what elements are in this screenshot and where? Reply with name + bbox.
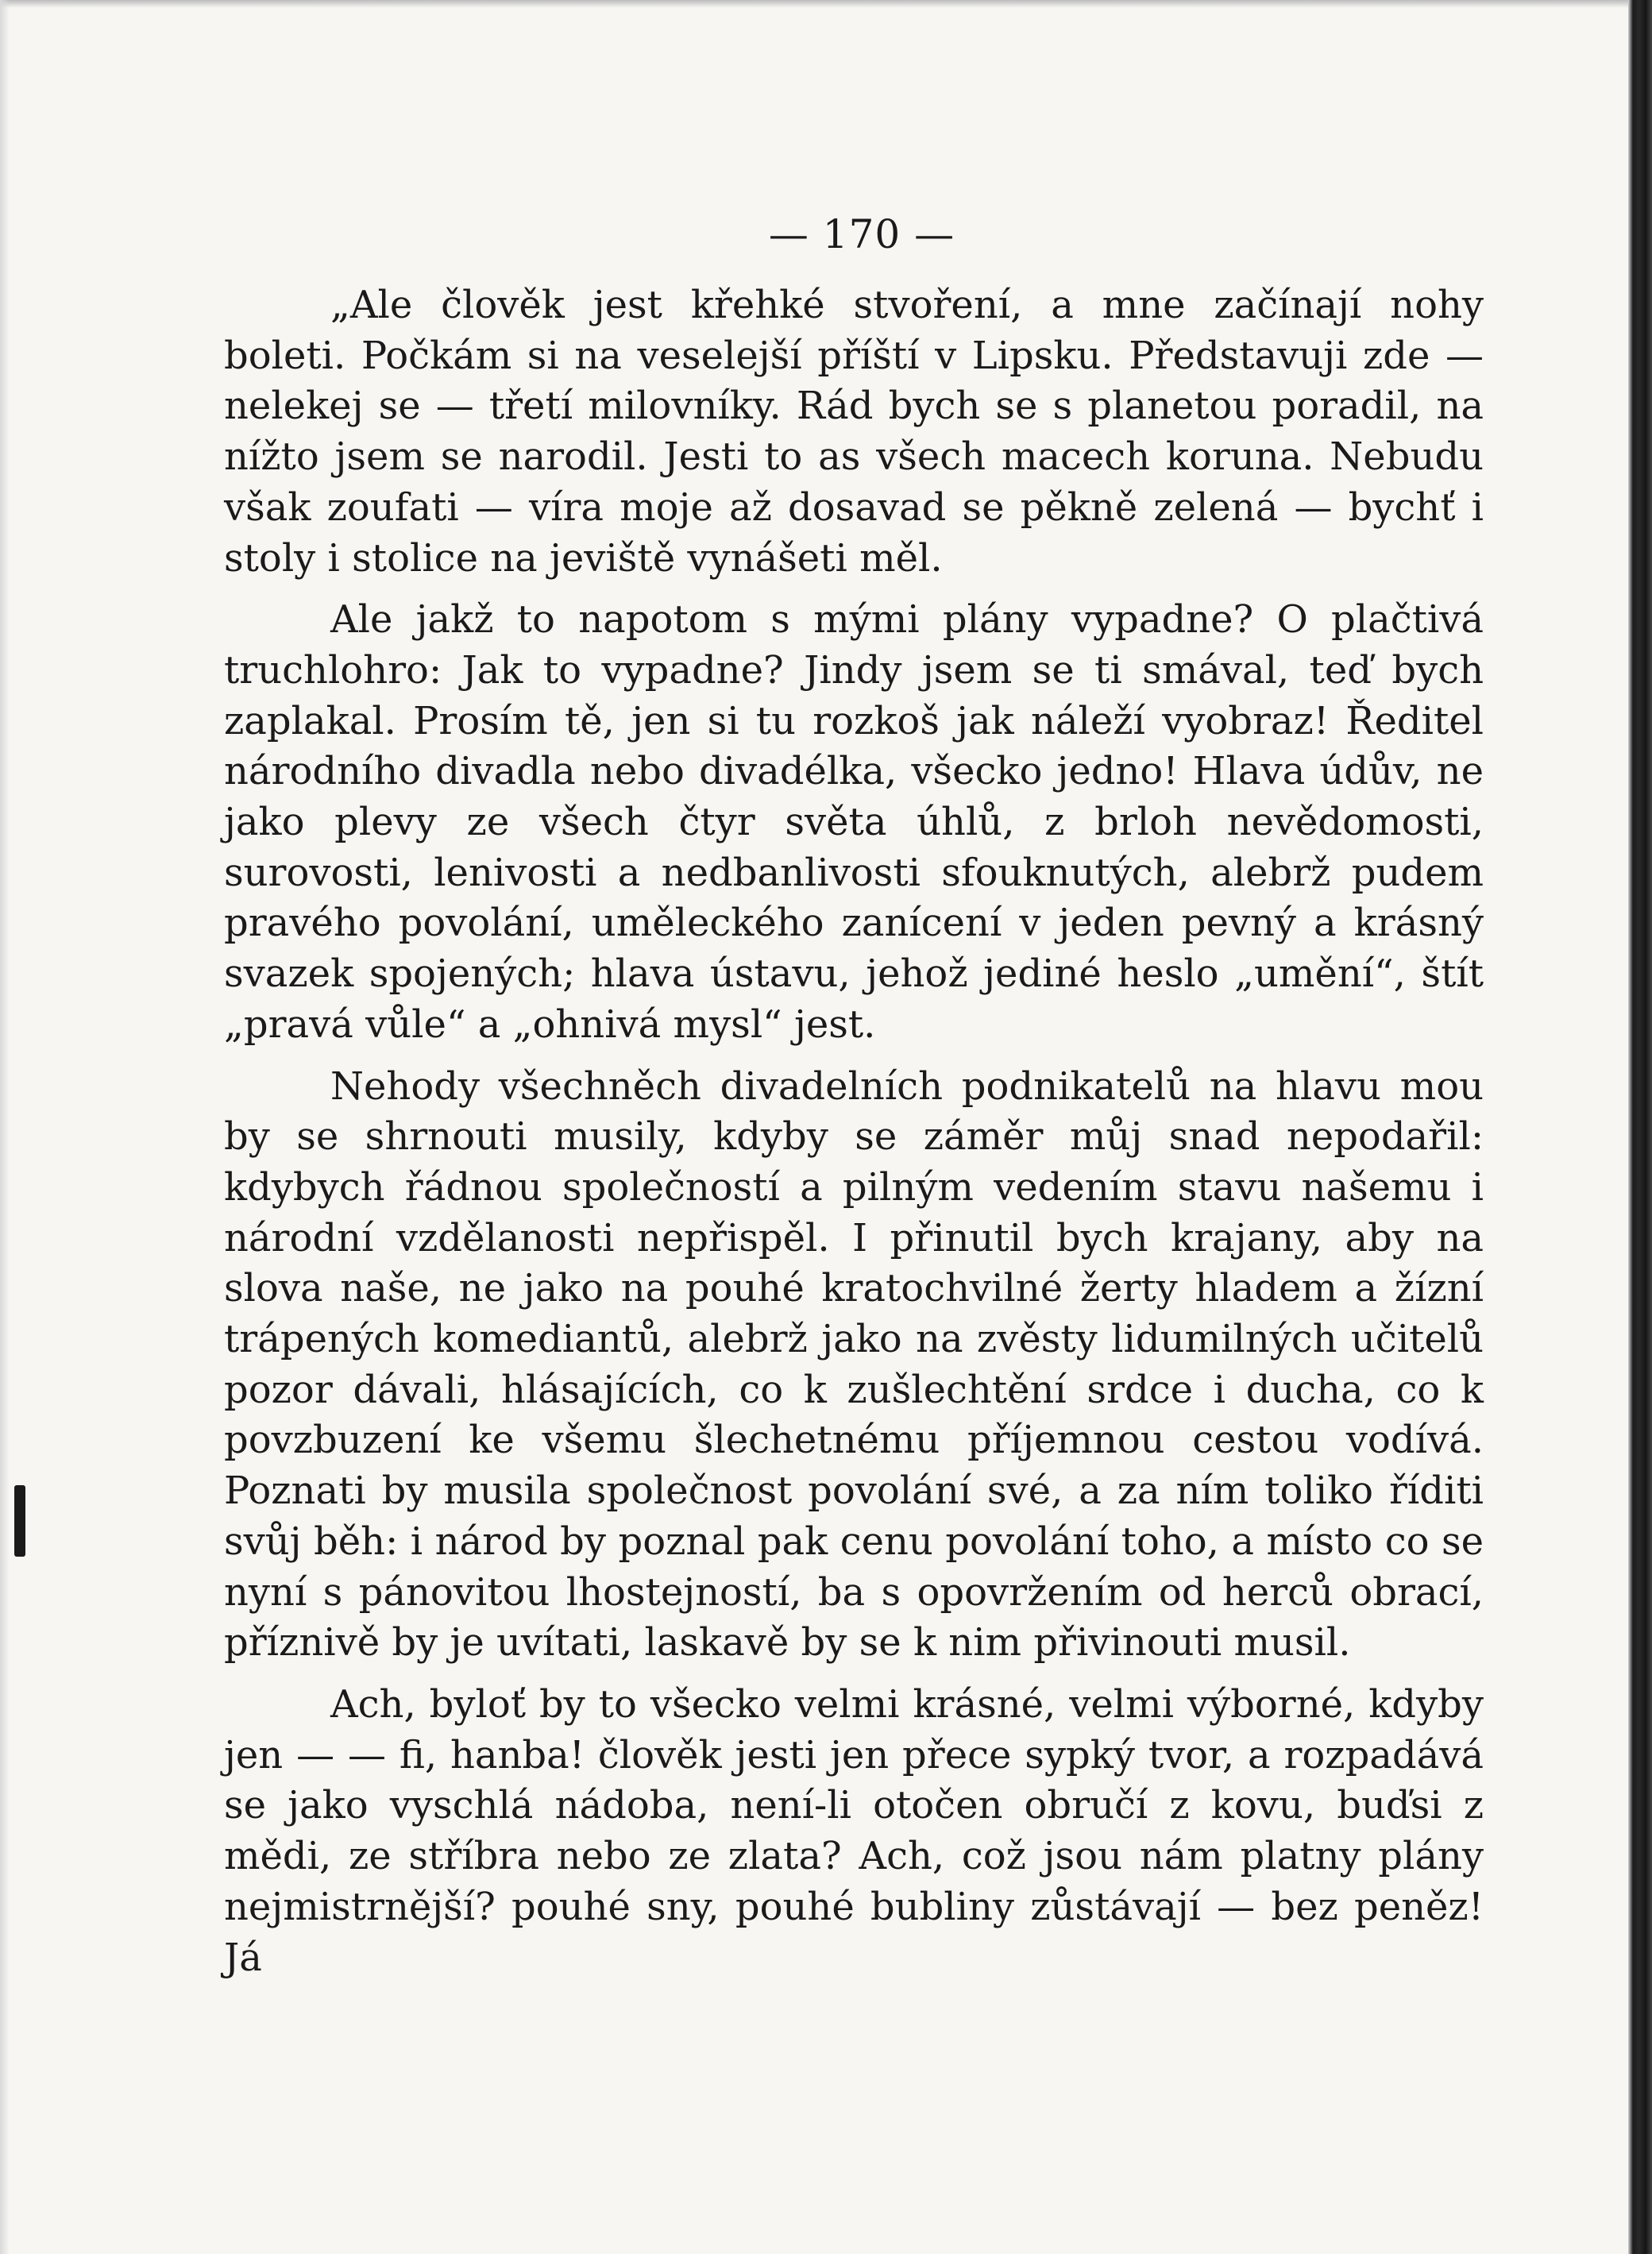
header-spacer: [224, 266, 1484, 280]
paragraph-3: Nehody všechněch divadelních podnikatelů na hlavu mou by se shrnouti musily, kdyby se záměr můj snad nepodařil: kdybych řádnou společností a pilným vedením stavu našemu i národní vzdělanosti nepřispěl. I přinutil bych krajany, aby na slova naše, ne jako na pouhé kratochvilné žerty hladem a žízní trápených komediantů, alebrž jako na zvěsty lidumilných učitelů pozor dávali, hlásajících, co k zušlechtění srdce i ducha, co k povzbuzení ke všemu šlechetnému příjemnou cestou vodívá. Poznati by musila společnost povolání své, a za ním toliko říditi svůj běh: i národ by poznal pak cenu povolání toho, a místo co se nyní s pánovitou lhostejností, ba s opovržením od herců obrací, příznivě by je uvítati, laskavě by se k nim přivinouti musil.: [224, 1063, 1484, 1665]
page-left-shadow: [0, 0, 10, 2254]
page-right-edge: [1628, 0, 1652, 2254]
page-top-shadow: [0, 0, 1628, 8]
paragraph-1: „Ale člověk jest křehké stvoření, a mne začínají nohy boleti. Počkám si na veselejší příští v Lipsku. Představuji zde — nelekej se — třetí milovníky. Rád bych se s planetou poradil, na nížto jsem se narodil. Jesti to as všech macech koruna. Nebudu však zoufati — víra moje až dosavad se pěkně zelená — bychť i stoly i stolice na jeviště vynášeti měl.: [224, 283, 1484, 581]
page-text-block: [224, 203, 1484, 1983]
paragraph-4: Ach, byloť by to všecko velmi krásné, velmi výborné, kdyby jen — — fi, hanba! člověk jesti jen přece sypký tvor, a rozpadává se jako vyschlá nádoba, není-li otočen obručí z kovu, buďsi z mědi, ze stříbra nebo ze zlata? Ach, což jsou nám platny plány nejmistrnější? pouhé sny, pouhé bubliny zůstávají — bez peněz! Já: [224, 1681, 1484, 1980]
paragraph-2: Ale jakž to napotom s mými plány vypadne? O plačtivá truchlohro: Jak to vypadne? Jindy jsem se ti smával, teď bych zaplakal. Prosím tě, jen si tu rozkoš jak náleží vyobraz! Ředitel národního divadla nebo divadélka, všecko jedno! Hlava údův, ne jako plevy ze všech čtyr světa úhlů, z brloh nevědomosti, surovosti, lenivosti a nedbanlivosti sfouknutých, alebrž pudem pravého povolání, uměleckého zanícení v jeden pevný a krásný svazek spojených; hlava ústavu, jehož jediné heslo „umění“, štít „pravá vůle“ a „ohnivá mysl“ jest.: [224, 597, 1484, 1047]
binding-mark: [14, 1485, 25, 1557]
page-number: — 170 —: [768, 211, 955, 257]
